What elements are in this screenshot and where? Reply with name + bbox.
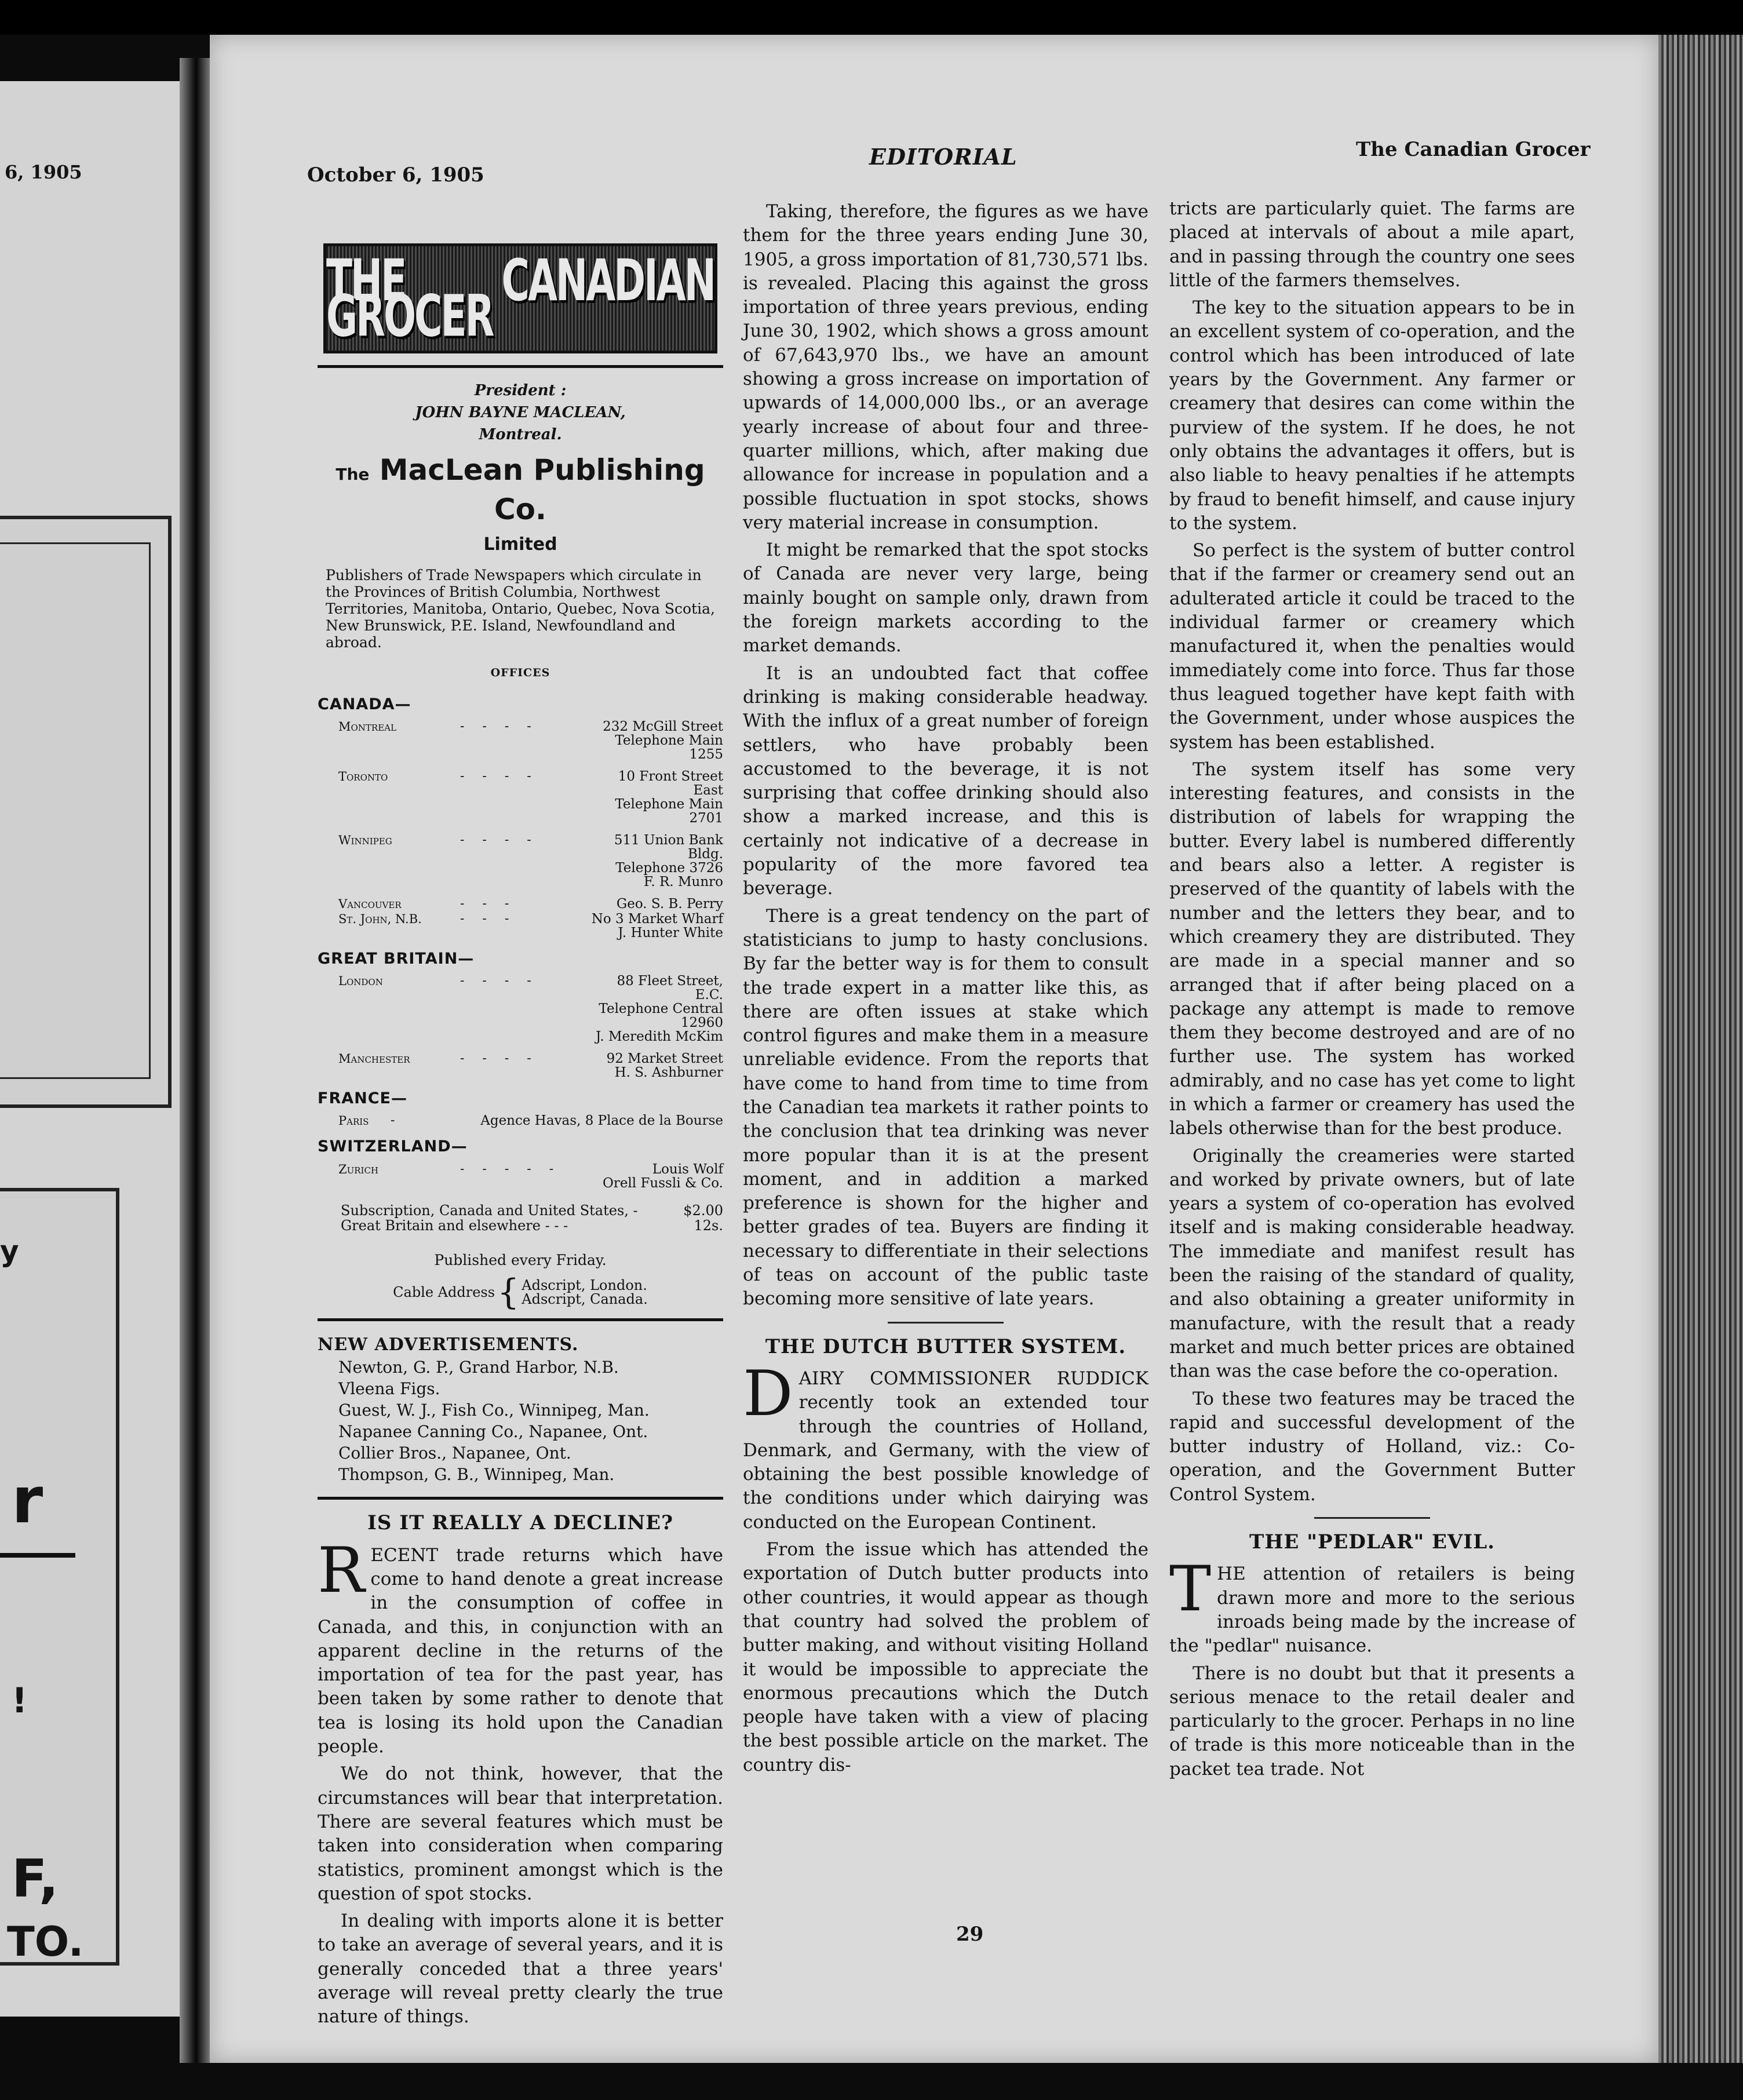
article-paragraph: The system itself has some very interesting features, and consists in the distribution of labels for wrapping the butter. Every label is numbered differently and bears also a letter. A register is preserved of the quantity of labels with the number and the letters they bear, and to which creamery they are distributed. They are made in a special manner and so arranged that if after being placed on a package any attempt is made to remove them they become destroyed and are of no further use. The system has worked admirably, and no case has yet come to light in which a farmer or creamery has used the labels otherwise than for the best produce.	[1169, 759, 1575, 1139]
article-paragraph: The key to the situation appears to be in an excellent system of co-operation, and the control which has been introduced of late years by the Government. Any farmer or creamery that desires can come within the purview of the system. If he does, he not only obtains the advantages it offers, but is also liable to heavy penalties if he attempts by fraud to benefit himself, and cause injury to the system.	[1169, 297, 1575, 534]
office-line: Telephone Main 2701	[615, 796, 723, 826]
new-ads-title: NEW ADVERTISEMENTS.	[318, 1335, 579, 1355]
office-line: J. Hunter White	[618, 925, 723, 940]
office-city: Manchester	[338, 1052, 410, 1066]
article-title: THE "PEDLAR" EVIL.	[1249, 1530, 1495, 1554]
list-item: Napanee Canning Co., Napanee, Ont.	[338, 1422, 648, 1442]
paragraph-text: HE attention of retailers is being drawn more and more to the serious inroads being made by the increase of the "pedlar" nuisance.	[1169, 1563, 1575, 1657]
article-paragraph: There is no doubt but that it presents a serious menace to the retail dealer and particularly to the grocer. Perhaps in no line of trade is this more noticeable than in the packet tea trade. Not	[1169, 1662, 1575, 1780]
office-line: 10 Front Street East	[618, 768, 723, 798]
cable-value: Adscript, Canada.	[522, 1291, 648, 1308]
list-item: Thompson, G. B., Winnipeg, Man.	[338, 1465, 615, 1485]
column-2	[743, 200, 1148, 1777]
office-address	[588, 770, 723, 825]
running-head-section: EDITORIAL	[869, 144, 1018, 170]
facing-page-fragment: TO.	[7, 1918, 84, 1966]
new-ads-list	[338, 1357, 723, 1485]
office-line: No 3 Market Wharf	[591, 911, 723, 927]
office-entry	[338, 897, 723, 911]
list-item: Guest, W. J., Fish Co., Winnipeg, Man.	[338, 1401, 650, 1420]
drop-cap: R	[318, 1534, 365, 1607]
office-line: 232 McGill Street	[603, 719, 723, 734]
office-address	[588, 974, 723, 1044]
publisher-title: MacLean Publishing Co.	[379, 453, 705, 526]
office-address	[588, 897, 723, 911]
drop-cap: D	[743, 1357, 793, 1430]
publication-frequency: Published every Friday.	[434, 1251, 607, 1268]
article-paragraph: There is a great tendency on the part of statisticians to jump to hasty conclusions. By far the better way is for them to consult the trade expert in a matter like this, as there are often issues at stake which control figures and make them in a measure unreliable evidence. From the reports that have come to hand from time to time from the Canadian tea markets it rather points to the conclusion that tea drinking was never more popular than it is at the present moment, and in addition a marked preference is shown for the higher and better grades of tea. Buyers are finding it necessary to differentiate in their selections of teas on account of the public taste becoming more sensitive of late years.	[743, 905, 1148, 1310]
facing-page-date: 6, 1905	[5, 161, 82, 183]
office-address	[588, 912, 723, 940]
publisher-limited: Limited	[483, 534, 557, 555]
column-3	[1169, 197, 1575, 1781]
cable-address	[318, 1272, 723, 1313]
cable-values	[522, 1278, 648, 1306]
page-edges	[1658, 35, 1743, 2063]
article-paragraph: tricts are particularly quiet. The farms are placed at intervals of about a mile apart, and in passing through the country one sees little of the farmers themselves.	[1169, 198, 1575, 291]
facing-page-fragment: F,	[12, 1849, 59, 1909]
cable-value: Adscript, London.	[522, 1277, 647, 1294]
office-leader: - - - -	[460, 974, 538, 989]
brace: {	[497, 1272, 520, 1313]
publisher-name	[318, 453, 723, 527]
facing-page-fragment: y	[0, 1234, 19, 1268]
office-entry	[338, 720, 723, 761]
office-line: Telephone Main 1255	[615, 732, 723, 762]
president-label: President :	[474, 382, 567, 399]
subscription-line: Great Britain and elsewhere - - -	[341, 1217, 568, 1234]
office-entry	[338, 1162, 723, 1190]
article-paragraph: We do not think, however, that the circumstances will bear that interpretation. There are several features which must be taken into consideration when comparing statistics, prominent amongst which is the question of spot stocks.	[318, 1763, 723, 1904]
offices-label: OFFICES	[490, 666, 550, 680]
paragraph-text: ECENT trade returns which have come to hand denote a great increase in the consumption of coffee in Canada, and this, in conjunction with an apparent decline in the returns of the importation of tea for the past year, has been taken by some rather to denote that tea is losing its hold upon the Canadian people.	[318, 1544, 723, 1758]
country-heading: FRANCE—	[318, 1089, 407, 1108]
article-paragraph: It might be remarked that the spot stocks of Canada are never very large, being mainly bought on sample only, drawn from the foreign markets according to the market demands.	[743, 539, 1148, 657]
article-paragraph: To these two features may be traced the rapid and successful development of the butter industry of Holland, viz.: Co-operation, and the Government Butter Control System.	[1169, 1388, 1575, 1505]
office-city: Zurich	[338, 1162, 379, 1176]
running-head-journal: The Canadian Grocer	[1356, 138, 1591, 161]
office-line: F. R. Munro	[644, 874, 723, 889]
office-city: Winnipeg	[338, 833, 392, 847]
article-paragraph	[318, 1534, 723, 1759]
office-city: Vancouver	[338, 896, 402, 911]
offices-list	[318, 692, 723, 1190]
subscription-price: 12s.	[694, 1217, 723, 1234]
office-city: Paris	[338, 1114, 369, 1128]
article-paragraph: From the issue which has attended the exportation of Dutch butter products into other countries, it would appear as though that country had solved the problem of butter making, and without visiting Holland it would be impossible to appreciate the enormous precautions which the Dutch people have taken with a view of placing the best possible article on the market. The country dis-	[743, 1539, 1148, 1775]
office-entry	[338, 833, 723, 889]
subscription-rates	[341, 1203, 723, 1233]
office-leader: -	[391, 1113, 402, 1128]
country-heading: GREAT BRITAIN—	[318, 949, 475, 968]
article-paragraph: It is an undoubted fact that coffee drinking is making considerable headway. With the influx of a great number of foreign settlers, who have probably been accustomed to the beverage, it is not surprising that coffee drinking should also show a marked increase, and this is certainly not indicative of a decrease in popularity of the more favored tea beverage.	[743, 662, 1148, 899]
office-address	[588, 1162, 723, 1190]
office-leader: - - - -	[460, 832, 538, 847]
rule	[318, 1497, 723, 1500]
office-city: Montreal	[338, 719, 396, 734]
page-number: 29	[956, 1923, 984, 1946]
office-address	[588, 833, 723, 889]
running-head-date: October 6, 1905	[307, 163, 484, 187]
office-city: London	[338, 974, 383, 989]
rule	[318, 1318, 723, 1321]
office-leader: - - -	[460, 896, 516, 911]
publisher-description: Publishers of Trade Newspapers which circulate in the Provinces of British Columbia, Northwest Territories, Manitoba, Ontario, Quebec, Nova Scotia, New Brunswick, P.E. Island, Newfoundland and abroad.	[326, 567, 715, 651]
publisher-article: The	[336, 465, 370, 484]
office-line: Telephone Central 12960	[599, 1001, 723, 1031]
office-leader: - - -	[460, 911, 516, 926]
country-heading: CANADA—	[318, 695, 411, 713]
office-leader: - - - -	[460, 1051, 538, 1066]
masthead-logo	[323, 243, 717, 353]
scanner-border	[0, 0, 1743, 35]
paragraph-text: AIRY COMMISSIONER RUDDICK recently took an extended tour through the countries of Holland, Denmark, and Germany, with the view of obtaining the best possible knowledge of the conditions under which dairying was conducted on the European Continent.	[743, 1368, 1148, 1533]
list-item: Newton, G. P., Grand Harbor, N.B.	[338, 1358, 619, 1377]
list-item: Vleena Figs.	[338, 1379, 440, 1399]
cable-label: Cable Address	[393, 1284, 495, 1301]
office-line: 88 Fleet Street, E.C.	[617, 974, 723, 1003]
office-address	[588, 1052, 723, 1080]
office-leader: - - - -	[460, 768, 538, 783]
drop-cap: T	[1169, 1553, 1212, 1626]
office-leader: - - - -	[460, 719, 538, 734]
section-rule	[1314, 1517, 1430, 1519]
article-paragraph: In dealing with imports alone it is better to take an average of several years, and it is generally conceded that a three years' average will reveal pretty clearly the true nature of things.	[318, 1911, 723, 2028]
office-entry	[338, 912, 723, 940]
facing-page-ad-box	[0, 516, 172, 1108]
office-line: 92 Market Street	[606, 1051, 723, 1067]
column-1	[318, 243, 723, 2029]
article-paragraph: Taking, therefore, the figures as we have them for the three years ending June 30, 1905, a gross importation of 81,730,571 lbs. is revealed. Placing this against the gross importation of three years previous, ending June 30, 1902, which shows a gross amount of 67,643,970 lbs., we have an amount showing a gross increase on importation of upwards of 14,000,000 lbs., or an average yearly increase of about four and three-quarter millions, which, after making due allowance for increase in population and a possible fluctuation in spot stocks, shows very material increase in consumption.	[743, 201, 1148, 533]
article-paragraph: So perfect is the system of butter control that if the farmer or creamery send out an adulterated article it could be traced to the individual farmer or creamery which manufactured it, when the penalties would immediately come into force. Thus far those thus leagued together have kept faith with the Government, under whose auspices the system has been established.	[1169, 540, 1575, 753]
office-entry	[338, 1052, 723, 1080]
office-line: 511 Union Bank Bldg.	[614, 832, 723, 862]
office-line: Geo. S. B. Perry	[616, 896, 723, 912]
article-paragraph	[1169, 1553, 1575, 1658]
article-title: IS IT REALLY A DECLINE?	[367, 1511, 674, 1535]
office-city: St. John, N.B.	[338, 912, 422, 926]
office-city: Toronto	[338, 769, 388, 783]
office-entry	[338, 1114, 723, 1128]
president-city: Montreal.	[479, 426, 562, 443]
facing-page-fragment: r	[12, 1463, 43, 1537]
office-leader: - - - - -	[460, 1161, 561, 1176]
country-heading: SWITZERLAND—	[318, 1138, 468, 1156]
office-line: Louis Wolf	[652, 1161, 723, 1177]
office-line: Orell Fussli & Co.	[602, 1175, 723, 1191]
article-title: THE DUTCH BUTTER SYSTEM.	[765, 1335, 1126, 1358]
facing-page-rule	[0, 1553, 75, 1558]
office-entry	[338, 974, 723, 1044]
masthead-logo-text: THE CANADIAN GROCER	[326, 247, 714, 350]
list-item: Collier Bros., Napanee, Ont.	[338, 1443, 571, 1463]
subscription-price: $2.00	[683, 1202, 723, 1219]
section-rule	[888, 1322, 1004, 1324]
office-entry	[338, 770, 723, 825]
office-line: J. Meredith McKim	[595, 1029, 723, 1045]
president-name: JOHN BAYNE MACLEAN,	[415, 404, 626, 421]
office-line: H. S. Ashburner	[614, 1065, 723, 1081]
office-line: Telephone 3726	[615, 860, 723, 876]
rule	[318, 365, 723, 368]
facing-page-fragment: !	[12, 1680, 28, 1721]
book-gutter	[180, 58, 210, 2063]
office-address	[588, 720, 723, 761]
office-line: Agence Havas, 8 Place de la Bourse	[480, 1113, 723, 1129]
facing-page	[0, 81, 180, 2017]
article-paragraph	[743, 1357, 1148, 1534]
office-address	[425, 1114, 723, 1128]
article-paragraph: Originally the creameries were started and worked by private owners, but of late years a system of co-operation has evolved itself and is making considerable headway. The immediate and manifest result has been the raising of the standard of quality, and also obtaining a greater uniformity in manufacture, with the result that a ready market and much better prices are obtained than was the case before the co-operation.	[1169, 1145, 1575, 1382]
subscription-line: Subscription, Canada and United States, -	[341, 1202, 638, 1219]
